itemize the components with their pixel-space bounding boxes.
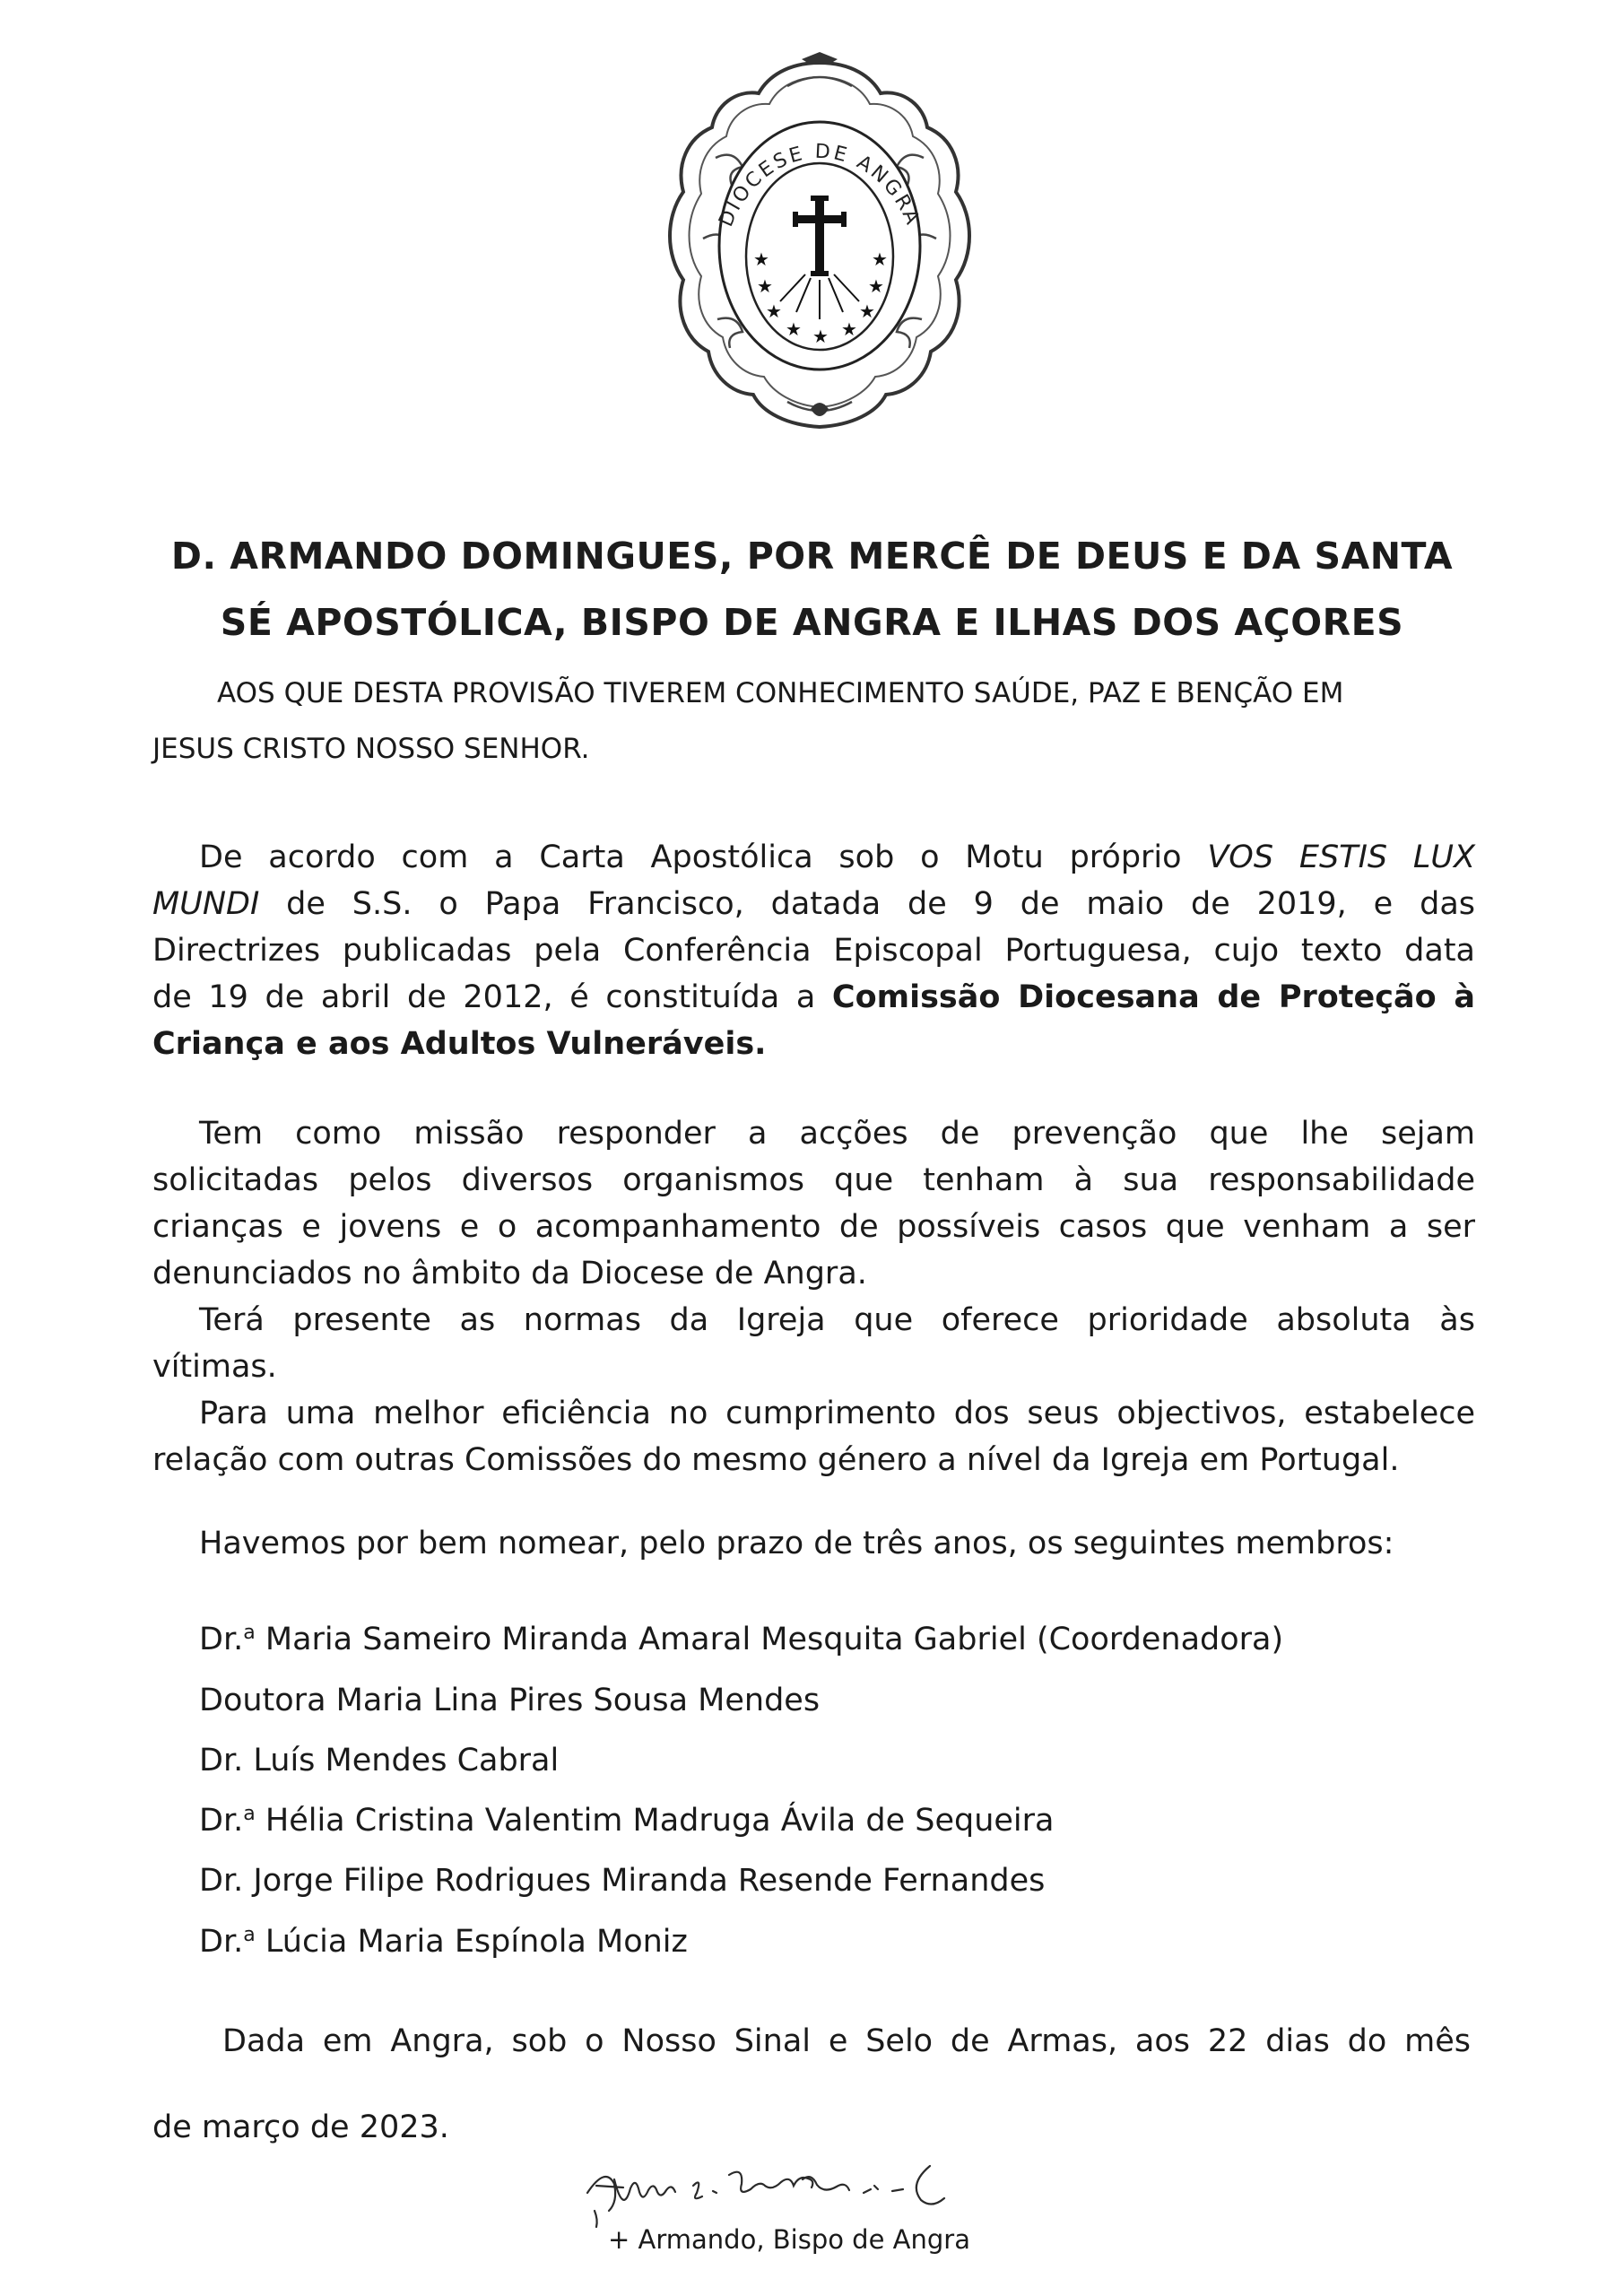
svg-text:★: ★ xyxy=(786,318,802,340)
svg-text:★: ★ xyxy=(868,275,884,297)
para2-line-1: Tem como missão responder a acções de prevenção que lhe sejam xyxy=(199,1116,1475,1152)
paragraph-commission xyxy=(152,834,1475,1067)
member-title: Dr. xyxy=(199,1863,244,1899)
para2-line-6: vítimas. xyxy=(152,1349,277,1385)
para1-text-3: Directrizes publicadas pela Conferência Episcopal Portuguesa, cujo texto data xyxy=(152,933,1475,969)
member-title-sup: a xyxy=(243,1622,256,1644)
para1-text-2: de S.S. o Papa Francisco, datada de 9 de maio de 2019, e das xyxy=(259,886,1475,922)
member-item xyxy=(199,1683,820,1718)
signature-caption: + Armando, Bispo de Angra xyxy=(608,2224,970,2255)
closing-line-1: Dada em Angra, sob o Nosso Sinal e Selo de Armas, aos 22 dias do mês xyxy=(222,2023,1471,2059)
greeting-line-1: AOS QUE DESTA PROVISÃO TIVEREM CONHECIMENTO SAÚDE, PAZ E BENÇÃO EM xyxy=(217,677,1344,709)
para1-title-1: VOS ESTIS LUX xyxy=(1207,839,1475,875)
para2-line-7: Para uma melhor eficiência no cumprimento dos seus objectivos, estabelece xyxy=(199,1396,1475,1431)
member-item xyxy=(199,1622,1283,1657)
paragraph-mission xyxy=(152,1110,1475,1483)
paragraph-nomination xyxy=(152,1520,1475,1567)
para1-title-2: MUNDI xyxy=(152,886,260,922)
member-title: Dr. xyxy=(199,1803,244,1839)
para2-line-3: crianças e jovens e o acompanhamento de possíveis casos que venham a ser xyxy=(152,1209,1475,1245)
para1-text-1: De acordo com a Carta Apostólica sob o Motu próprio xyxy=(199,839,1208,875)
para1-text-4: de 19 de abril de 2012, é constituída a xyxy=(152,979,832,1015)
seal-ring-text: DIOCESE DE ANGRA xyxy=(715,140,925,230)
para2-line-8: relação com outras Comissões do mesmo género a nível da Igreja em Portugal. xyxy=(152,1442,1400,1478)
svg-text:★: ★ xyxy=(766,300,782,322)
para1-commission-name-1: Comissão Diocesana de Proteção à xyxy=(831,979,1475,1015)
member-item xyxy=(199,1803,1055,1839)
para2-line-5: Terá presente as normas da Igreja que oferece prioridade absoluta às xyxy=(199,1302,1475,1338)
greeting-line-2: JESUS CRISTO NOSSO SENHOR. xyxy=(152,733,590,765)
heading-line-1: D. ARMANDO DOMINGUES, POR MERCÊ DE DEUS E DA SANTA xyxy=(170,535,1454,578)
member-name: Luís Mendes Cabral xyxy=(243,1743,560,1779)
member-name: Maria Sameiro Miranda Amaral Mesquita Gabriel (Coordenadora) xyxy=(255,1622,1284,1657)
member-name: Maria Lina Pires Sousa Mendes xyxy=(326,1683,821,1718)
member-title: Dr. xyxy=(199,1743,244,1779)
para2-line-2: solicitadas pelos diversos organismos que tenham à sua responsabilidade xyxy=(152,1162,1475,1198)
heading-line-2: SÉ APOSTÓLICA, BISPO DE ANGRA E ILHAS DOS AÇORES xyxy=(220,601,1404,644)
svg-text:★: ★ xyxy=(872,248,888,270)
member-item xyxy=(199,1743,559,1779)
member-name: Jorge Filipe Rodrigues Miranda Resende Fernandes xyxy=(243,1863,1046,1899)
member-name: Lúcia Maria Espínola Moniz xyxy=(255,1924,688,1960)
member-title: Dr. xyxy=(199,1622,244,1657)
member-item xyxy=(199,1863,1045,1899)
member-title: Doutora xyxy=(199,1683,326,1718)
para3-line: Havemos por bem nomear, pelo prazo de três anos, os seguintes membros: xyxy=(199,1526,1394,1561)
greeting xyxy=(152,665,1480,777)
member-name: Hélia Cristina Valentim Madruga Ávila de Sequeira xyxy=(255,1803,1055,1839)
diocese-seal xyxy=(653,50,986,445)
svg-text:★: ★ xyxy=(812,326,829,347)
svg-text:★: ★ xyxy=(753,248,769,270)
closing-line-2: de março de 2023. xyxy=(152,2109,449,2145)
member-item xyxy=(199,1924,688,1960)
svg-text:★: ★ xyxy=(841,318,857,340)
handwritten-signature xyxy=(578,2139,1027,2238)
member-title-sup: a xyxy=(243,1803,256,1825)
svg-text:★: ★ xyxy=(757,275,773,297)
svg-text:★: ★ xyxy=(859,300,875,322)
para2-line-4: denunciados no âmbito da Diocese de Angra. xyxy=(152,1256,867,1292)
member-title-sup: a xyxy=(243,1924,256,1946)
member-title: Dr. xyxy=(199,1924,244,1960)
para1-commission-name-2: Criança e aos Adultos Vulneráveis. xyxy=(152,1026,767,1062)
